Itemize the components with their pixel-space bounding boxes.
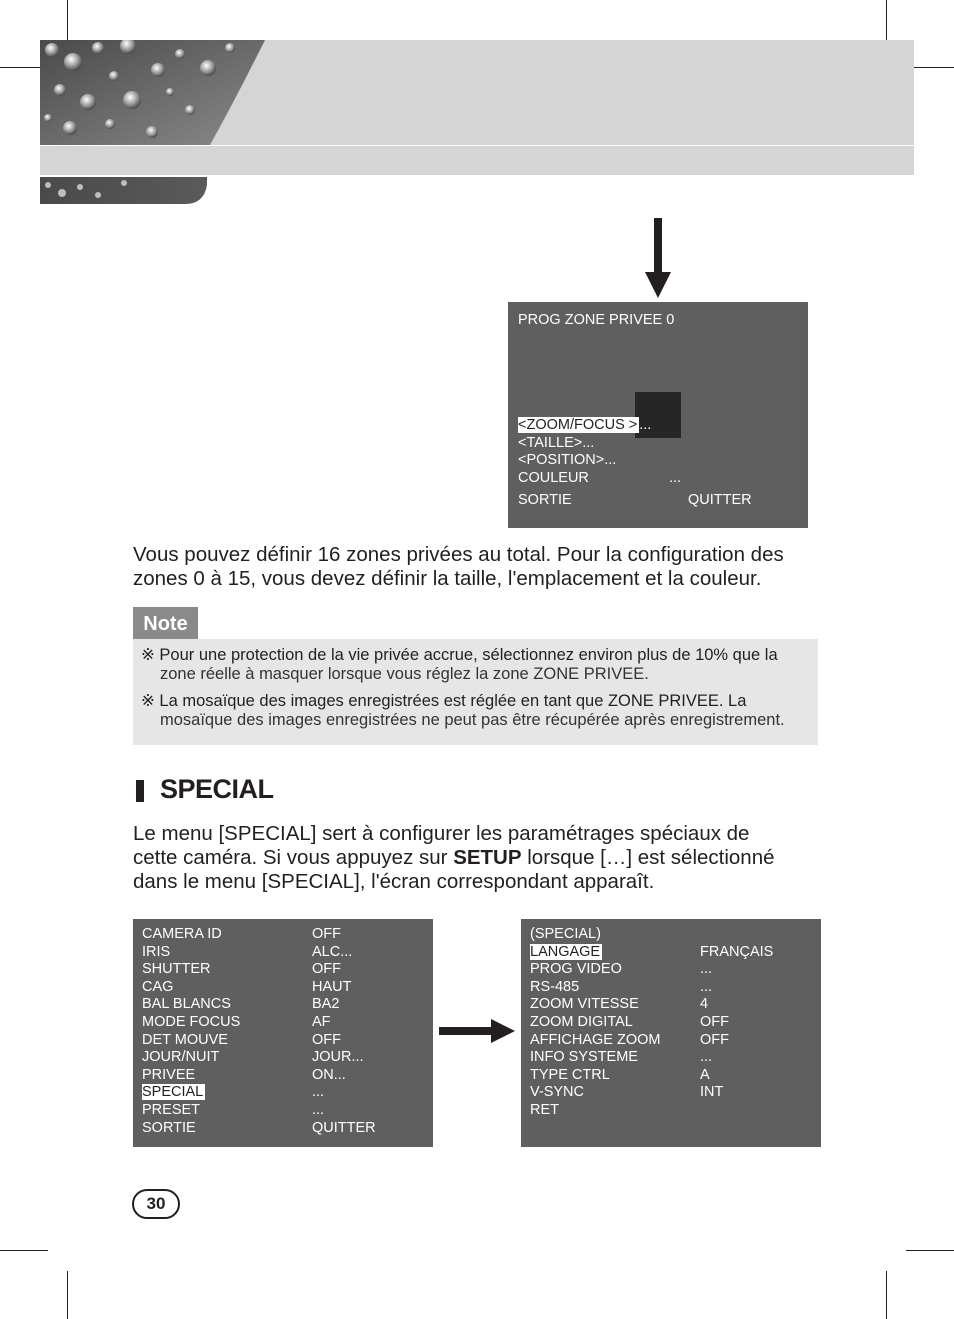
- privacy-zone-osd: [508, 302, 808, 528]
- osd-row-label-text: PRIVEE: [142, 1066, 196, 1083]
- osd-row-label: [530, 1067, 610, 1084]
- crop-mark: [67, 1271, 68, 1319]
- note-text-continued: zone réelle à masquer lorsque vous réglez la zone ZONE PRIVEE.: [160, 665, 649, 683]
- osd-row-label: [142, 996, 231, 1013]
- osd-row-value: JOUR...: [312, 1049, 364, 1066]
- osd-row-taille: [518, 435, 594, 452]
- osd-row-value: ...: [700, 978, 713, 995]
- osd-row-label: [530, 1014, 633, 1031]
- osd-row-label-text: SORTIE: [142, 1119, 196, 1136]
- osd-row-label: [530, 1032, 661, 1049]
- osd-row-label: [142, 1067, 195, 1084]
- crop-mark: [906, 1250, 954, 1251]
- osd-row-label-text: AFFICHAGE ZOOM: [530, 1031, 661, 1048]
- osd-row-label-text: SPECIAL: [142, 1084, 204, 1101]
- osd-row-label: [530, 961, 622, 978]
- osd-row-value: A: [700, 1066, 710, 1083]
- osd-row-zoom-focus: [518, 417, 651, 434]
- osd-row-value: ALC...: [312, 943, 353, 960]
- osd-row-label: [142, 944, 170, 961]
- section-text: lorsque […] est sélectionné: [521, 846, 775, 869]
- osd-row-label-text: PROG VIDEO: [530, 961, 622, 978]
- osd-row-label: [142, 1084, 205, 1101]
- osd-row-value: QUITTER: [312, 1119, 376, 1136]
- osd-row-value: ...: [639, 417, 652, 433]
- note-box: [133, 639, 818, 745]
- osd-row-label: COULEUR: [518, 470, 589, 486]
- down-arrow-icon: [645, 218, 671, 298]
- osd-row-value: ...: [312, 1102, 325, 1118]
- osd-row-label-text: ZOOM DIGITAL: [530, 1013, 633, 1030]
- intro-paragraph: [133, 543, 784, 591]
- right-arrow-icon: [439, 1019, 515, 1043]
- osd-row-value: OFF: [312, 1031, 341, 1048]
- page-number: 30: [132, 1189, 180, 1219]
- note-text-continued: mosaïque des images enregistrées ne peut pas être récupérée après enregistrement.: [160, 711, 785, 729]
- osd-row-label-text: DET MOUVE: [142, 1031, 228, 1048]
- note-item: [141, 692, 746, 711]
- osd-row-value: 4: [700, 996, 709, 1013]
- section-line: Le menu [SPECIAL] sert à configurer les paramétrages spéciaux de: [133, 822, 750, 845]
- setup-keyword: SETUP: [453, 846, 522, 869]
- reference-mark-icon: ※: [141, 646, 155, 664]
- osd-row-label: [142, 1120, 196, 1137]
- osd-row-value: ...: [312, 1084, 325, 1101]
- special-menu-osd: [521, 919, 821, 1147]
- osd-row-label-text: BAL BLANCS: [142, 996, 231, 1013]
- crop-mark: [0, 1250, 48, 1251]
- note-text: Pour une protection de la vie privée accrue, sélectionnez environ plus de 10% que la: [159, 646, 778, 664]
- osd-row-label-text: MODE FOCUS: [142, 1014, 241, 1030]
- osd-row-value: HAUT: [312, 978, 352, 995]
- osd-row-label-text: PRESET: [142, 1102, 201, 1118]
- osd-row-label-text: INFO SYSTEME: [530, 1049, 638, 1066]
- osd-row-label-text: CAMERA ID: [142, 926, 222, 942]
- main-menu-osd: [133, 919, 433, 1147]
- osd-row-value: ...: [700, 1049, 713, 1066]
- osd-row-label-text: SHUTTER: [142, 961, 211, 978]
- osd-row-label: [530, 1102, 559, 1119]
- osd-row-value: AF: [312, 1014, 331, 1030]
- osd-row-label-text: LANGAGE: [530, 943, 601, 960]
- osd-row-label: [530, 1084, 584, 1101]
- osd-row-label: [530, 996, 639, 1013]
- osd-row-label: [142, 1102, 200, 1119]
- osd-row-sortie: SORTIE: [518, 492, 572, 508]
- section-text: cette caméra. Si vous appuyez sur: [133, 846, 454, 869]
- osd-row-value: OFF: [312, 961, 341, 978]
- osd-row-label: <POSITION>...: [518, 452, 617, 468]
- osd-row-label-text: V-SYNC: [530, 1084, 584, 1101]
- crop-mark: [886, 1271, 887, 1319]
- note-label: Note: [133, 607, 198, 639]
- osd-row-label: [142, 961, 210, 978]
- osd-row-label-text: RET: [530, 1101, 559, 1118]
- osd-row-label: [530, 979, 579, 996]
- osd-row-value: INT: [700, 1084, 724, 1101]
- osd-row-value: OFF: [700, 1013, 729, 1030]
- intro-line: zones 0 à 15, vous devez définir la taille, l'emplacement et la couleur.: [133, 567, 762, 590]
- header-divider: [40, 145, 914, 146]
- note-text: La mosaïque des images enregistrées est réglée en tant que ZONE PRIVEE. La: [159, 692, 747, 710]
- osd-row-label-text: TYPE CTRL: [530, 1066, 610, 1083]
- reference-mark-icon: ※: [141, 692, 155, 710]
- section-line: dans le menu [SPECIAL], l'écran correspondant apparaît.: [133, 870, 655, 893]
- osd-row-value: ...: [700, 961, 713, 978]
- osd-row-label-text: IRIS: [142, 943, 171, 960]
- osd-row-label: [142, 1032, 228, 1049]
- osd-row-value: ON...: [312, 1066, 346, 1083]
- osd-row-position: [518, 452, 616, 469]
- osd-row-value: OFF: [312, 926, 341, 942]
- water-drops-tab: [40, 177, 207, 204]
- osd-row-label: [142, 979, 173, 996]
- section-line: [133, 846, 775, 870]
- section-marker: [136, 780, 144, 802]
- section-title: SPECIAL: [160, 774, 274, 804]
- osd-row-label-text: CAG: [142, 978, 174, 995]
- osd-row-label-text: ZOOM VITESSE: [530, 996, 639, 1013]
- osd-row-couleur-value: ...: [669, 470, 682, 486]
- osd-row-couleur: [518, 470, 589, 487]
- osd-row-label: [142, 1049, 219, 1066]
- osd-row-label: <ZOOM/FOCUS >: [518, 417, 638, 433]
- intro-line: Vous pouvez définir 16 zones privées au total. Pour la configuration des: [133, 543, 784, 566]
- note-item: [141, 646, 778, 665]
- osd-title: (SPECIAL): [530, 926, 601, 942]
- osd-title: PROG ZONE PRIVEE 0: [518, 312, 675, 328]
- osd-row-label: [142, 926, 222, 943]
- osd-row-value: OFF: [700, 1031, 729, 1048]
- osd-row-label: [530, 944, 602, 961]
- osd-row-label-text: RS-485: [530, 978, 580, 995]
- osd-row-label: [142, 1014, 240, 1031]
- osd-row-label: <TAILLE>...: [518, 435, 595, 451]
- osd-row-sortie-value: QUITTER: [688, 492, 752, 508]
- osd-row-label: [530, 1049, 638, 1066]
- osd-row-value: BA2: [312, 996, 340, 1013]
- water-drops-graphic: [40, 40, 270, 145]
- osd-row-label-text: JOUR/NUIT: [142, 1049, 220, 1066]
- osd-row-value: FRANÇAIS: [700, 943, 774, 960]
- section-paragraph: [133, 822, 775, 894]
